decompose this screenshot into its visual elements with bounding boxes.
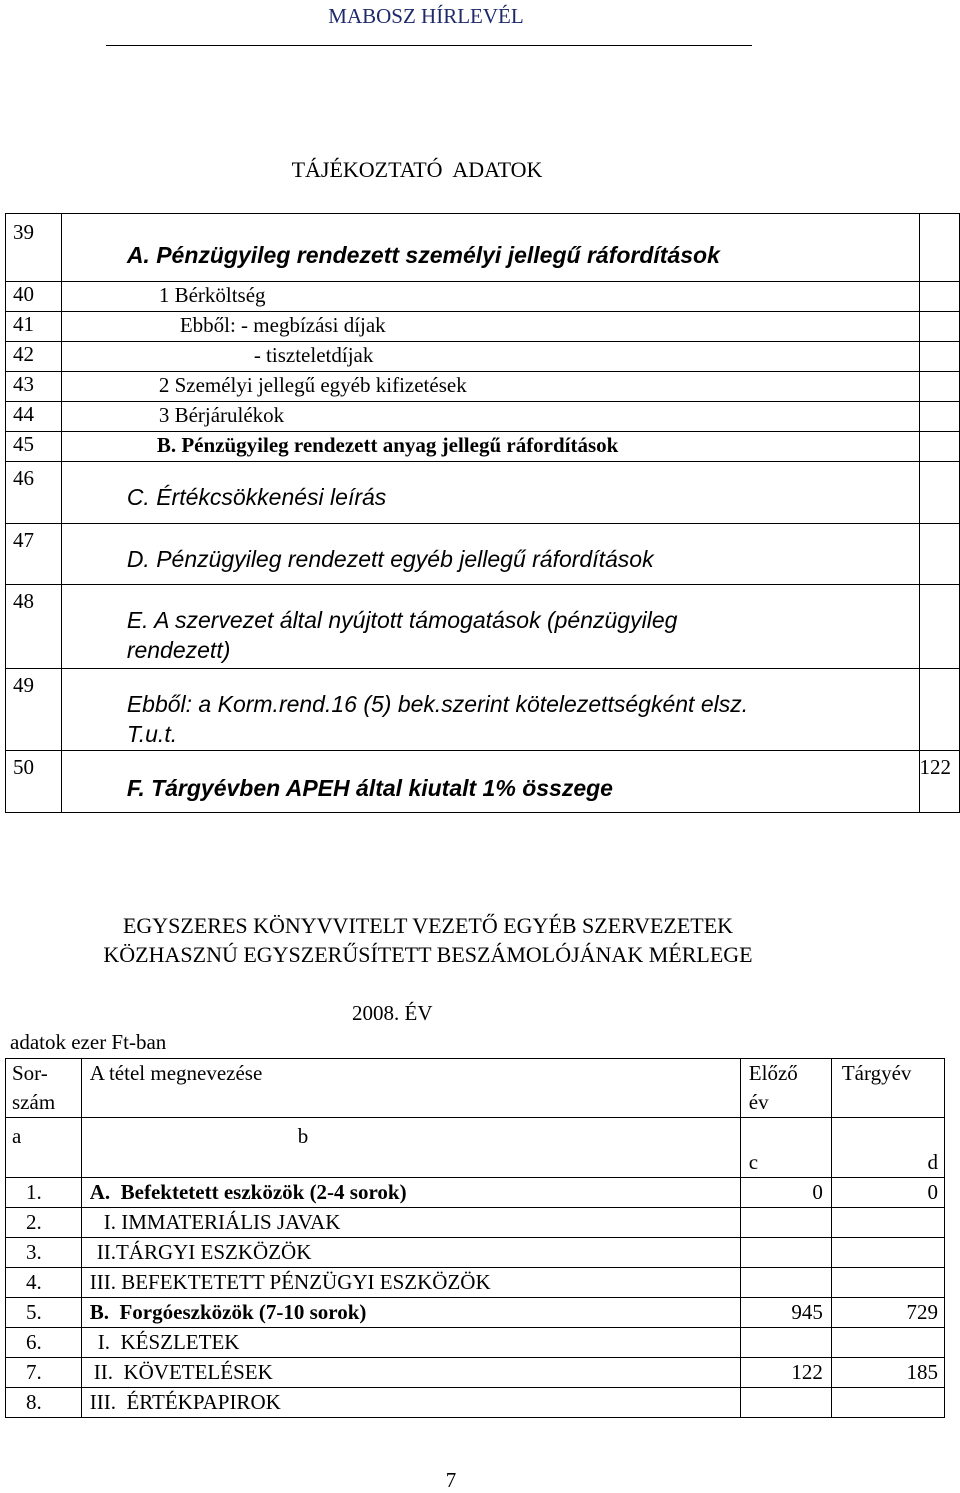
row-prev [740, 1388, 831, 1418]
letter-row [6, 1118, 945, 1178]
row-number: 7. [6, 1358, 82, 1388]
row-value [919, 312, 960, 342]
row-label: 1 Bérköltség [158, 283, 266, 307]
row-current [831, 1208, 944, 1238]
balance-year: 2008. ÉV [352, 1001, 433, 1025]
letter-d: d [831, 1118, 944, 1178]
row-number: 42 [6, 342, 62, 372]
header-name: A tétel megnevezése [81, 1059, 740, 1118]
row-number: 50 [6, 751, 62, 813]
row-number: 1. [6, 1178, 82, 1208]
balance-table [5, 1058, 945, 1418]
row-value [919, 372, 960, 402]
row-current: 729 [831, 1298, 944, 1328]
row-label: 3 Bérjárulékok [158, 403, 285, 427]
row-label: F. Tárgyévben APEH által kiutalt 1% összege [126, 775, 613, 801]
row-prev [740, 1268, 831, 1298]
row-number: 3. [6, 1238, 82, 1268]
table-row [6, 1298, 945, 1328]
table-row [6, 1388, 945, 1418]
row-value: 122 [919, 751, 960, 813]
table-row [6, 282, 960, 312]
page-number: 7 [445, 1468, 457, 1492]
letter-c: c [740, 1118, 831, 1178]
row-number: 2. [6, 1208, 82, 1238]
row-number: 39 [6, 214, 62, 282]
row-value [919, 214, 960, 282]
row-prev [740, 1328, 831, 1358]
row-label: II.TÁRGYI ESZKÖZÖK [81, 1238, 740, 1268]
table-row [6, 402, 960, 432]
row-prev [740, 1238, 831, 1268]
row-current [831, 1388, 944, 1418]
row-prev [740, 1208, 831, 1238]
header-prev-line2: év [748, 1090, 769, 1114]
row-label: Ebből: - megbízási díjak [179, 313, 386, 337]
row-value [919, 462, 960, 524]
row-value [919, 585, 960, 669]
table-row [6, 669, 960, 751]
row-current: 0 [831, 1178, 944, 1208]
info-section-title: TÁJÉKOZTATÓ ADATOK [291, 157, 543, 182]
row-prev: 0 [740, 1178, 831, 1208]
header-prev-line1: Előző [748, 1061, 798, 1085]
row-number: 5. [6, 1298, 82, 1328]
row-number: 6. [6, 1328, 82, 1358]
row-value [919, 524, 960, 585]
row-number: 41 [6, 312, 62, 342]
table-row [6, 585, 960, 669]
table-row [6, 1178, 945, 1208]
row-current [831, 1268, 944, 1298]
row-number: 40 [6, 282, 62, 312]
row-label: C. Értékcsökkenési leírás [126, 484, 387, 510]
balance-title-line1: EGYSZERES KÖNYVVITELT VEZETŐ EGYÉB SZERVEZETEK [122, 913, 734, 938]
table-row [6, 751, 960, 813]
row-number: 45 [6, 432, 62, 462]
row-label: A. Befektetett eszközök (2-4 sorok) [81, 1178, 740, 1208]
balance-title-line2: KÖZHASZNÚ EGYSZERŰSÍTETT BESZÁMOLÓJÁNAK MÉRLEGE [103, 942, 753, 967]
header-sorszam-line2: szám [12, 1090, 56, 1114]
row-label: B. Pénzügyileg rendezett anyag jellegű ráfordítások [156, 433, 619, 457]
letter-a: a [6, 1118, 82, 1178]
newsletter-header-title: MABOSZ HÍRLEVÉL [328, 4, 524, 28]
row-value [919, 432, 960, 462]
row-label: III. BEFEKTETETT PÉNZÜGYI ESZKÖZÖK [81, 1268, 740, 1298]
table-row [6, 214, 960, 282]
row-label: E. A szervezet által nyújtott támogatások (pénzügyileg rendezett) [126, 607, 678, 663]
row-label: II. KÖVETELÉSEK [81, 1358, 740, 1388]
row-label: Ebből: a Korm.rend.16 (5) bek.szerint kötelezettségként elsz. T.u.t. [126, 691, 749, 747]
row-prev: 945 [740, 1298, 831, 1328]
row-label: A. Pénzügyileg rendezett személyi jellegű ráfordítások [126, 242, 720, 268]
header-row [6, 1059, 945, 1118]
table-row [6, 1358, 945, 1388]
row-label: I. IMMATERIÁLIS JAVAK [81, 1208, 740, 1238]
table-row [6, 312, 960, 342]
row-number: 48 [6, 585, 62, 669]
row-number: 8. [6, 1388, 82, 1418]
table-row [6, 462, 960, 524]
row-current: 185 [831, 1358, 944, 1388]
row-label: B. Forgóeszközök (7-10 sorok) [81, 1298, 740, 1328]
header-current: Tárgyév [831, 1059, 944, 1118]
table-row [6, 342, 960, 372]
row-label: 2 Személyi jellegű egyéb kifizetések [158, 373, 467, 397]
row-number: 49 [6, 669, 62, 751]
row-value [919, 282, 960, 312]
row-label: I. KÉSZLETEK [81, 1328, 740, 1358]
table-row [6, 1328, 945, 1358]
table-row [6, 524, 960, 585]
row-label: III. ÉRTÉKPAPIROK [81, 1388, 740, 1418]
row-number: 46 [6, 462, 62, 524]
row-label: D. Pénzügyileg rendezett egyéb jellegű ráfordítások [126, 546, 654, 572]
row-current [831, 1238, 944, 1268]
unit-note: adatok ezer Ft-ban [10, 1030, 167, 1054]
table-row [6, 1208, 945, 1238]
header-sorszam-line1: Sor- [12, 1061, 48, 1085]
row-number: 44 [6, 402, 62, 432]
row-number: 43 [6, 372, 62, 402]
table-row [6, 1268, 945, 1298]
header-rule [106, 45, 752, 46]
table-row [6, 432, 960, 462]
info-table [5, 213, 960, 813]
table-row [6, 1238, 945, 1268]
row-current [831, 1328, 944, 1358]
table-row [6, 372, 960, 402]
row-value [919, 402, 960, 432]
row-number: 4. [6, 1268, 82, 1298]
letter-b: b [81, 1118, 740, 1178]
row-label: - tiszteletdíjak [253, 343, 374, 367]
row-number: 47 [6, 524, 62, 585]
row-value [919, 669, 960, 751]
row-prev: 122 [740, 1358, 831, 1388]
row-value [919, 342, 960, 372]
